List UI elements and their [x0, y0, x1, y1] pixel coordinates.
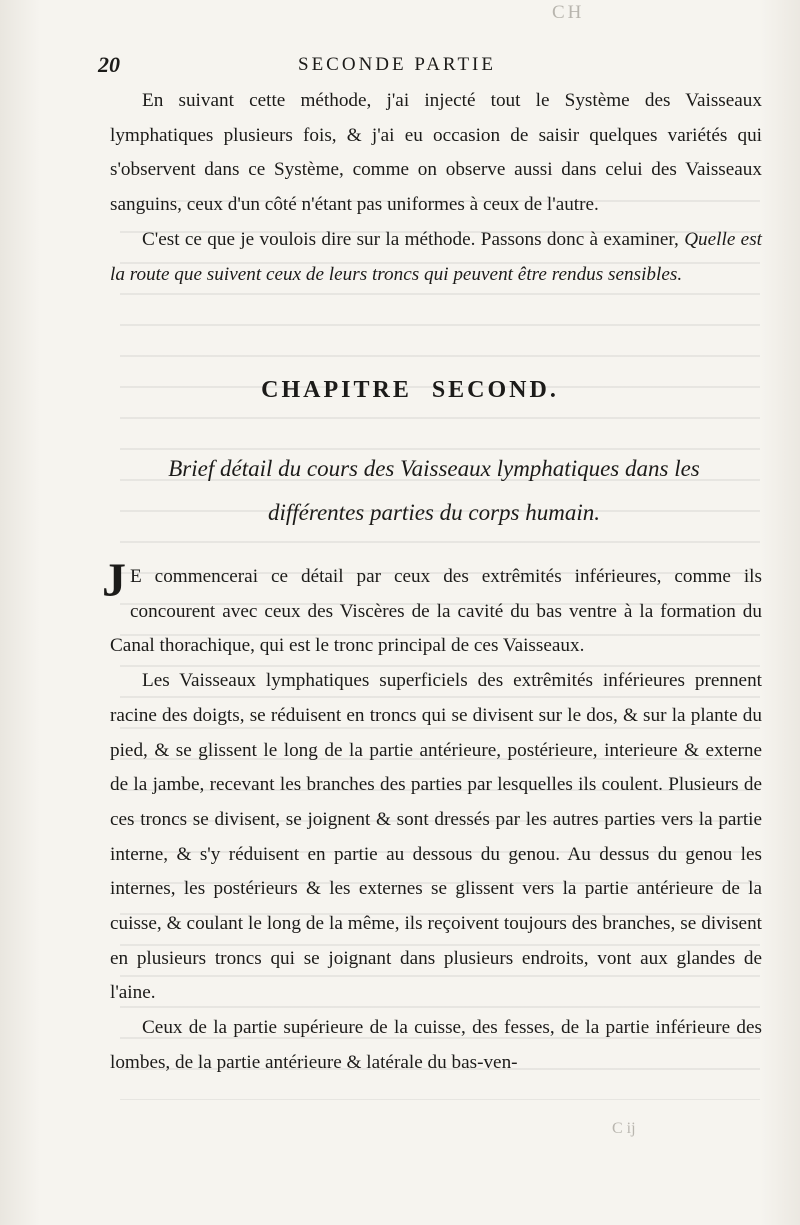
paragraph-opening-text: E commencerai ce détail par ceux des extrêmités inférieures, comme ils concourent avec ceux des Viscères de la cavité du bas ventre à la formation du Canal thorachique, qui est le tronc principal de ces Vaisseaux.: [110, 566, 762, 657]
paragraph-transition-question: Quelle est la route que suivent ceux de leurs troncs qui peuvent être rendus sensibles.: [110, 228, 762, 285]
paragraph-upper-thigh: Ceux de la partie supérieure de la cuisse, des fesses, de la partie inférieure des lombes, de la partie antérieure & latérale du bas-ven-: [110, 1017, 762, 1073]
section-intro: [110, 84, 762, 292]
chapter-title: [0, 377, 800, 404]
chapter-word: CHAPITRE: [261, 377, 412, 403]
signature-mark: C ij: [612, 1120, 636, 1137]
paragraph-superficial-vessels: Les Vaisseaux lymphatiques superficiels des extrêmités inférieures prennent racine des doigts, se réduisent en troncs qui se divisent sur le dos, & sur la plante du pied, & se glissent le long de la partie antérieure, postérieure, interieure & externe de la jambe, recevant les branches des parties par lesquelles ils coulent. Plusieurs de ces troncs se divisent, se joignent & sont dressés par les autres parties vers la partie interne, & s'y réduisent en partie au dessous du genou. Au dessus du genou les internes, les postérieurs & les externes se glissent vers la partie antérieure de la cuisse, & coulant le long de la même, ils reçoivent toujours des branches, se divisent en plusieurs troncs qui se joignant dans plusieurs endroits, vont aux glandes de l'aine.: [110, 670, 762, 1004]
paragraph-opening: [102, 554, 762, 664]
paragraph-method: En suivant cette méthode, j'ai injecté tout le Système des Vaisseaux lymphatiques plusieurs fois, & j'ai eu occasion de saisir quelques variétés qui s'observent dans ce Système, comme on observe aussi dans celui des Vaisseaux sanguins, ceux d'un côté n'étant pas uniformes à ceux de l'autre.: [110, 90, 762, 216]
chapter-number: SECOND.: [431, 377, 559, 403]
chapter-body: [102, 554, 762, 1081]
chapter-subtitle: Brief détail du cours des Vaisseaux lymphatiques dans les différentes parties du corps humain.: [168, 456, 700, 525]
page-number: 20: [98, 52, 120, 77]
drop-cap: J: [102, 554, 126, 607]
paragraph-transition: [110, 223, 762, 292]
paragraph-transition-text: C'est ce que je voulois dire sur la méthode. Passons donc à examiner,: [142, 228, 685, 250]
page-header: [98, 52, 760, 84]
show-through-heading: CH: [552, 2, 585, 23]
running-head: SECONDE PARTIE: [298, 54, 496, 75]
